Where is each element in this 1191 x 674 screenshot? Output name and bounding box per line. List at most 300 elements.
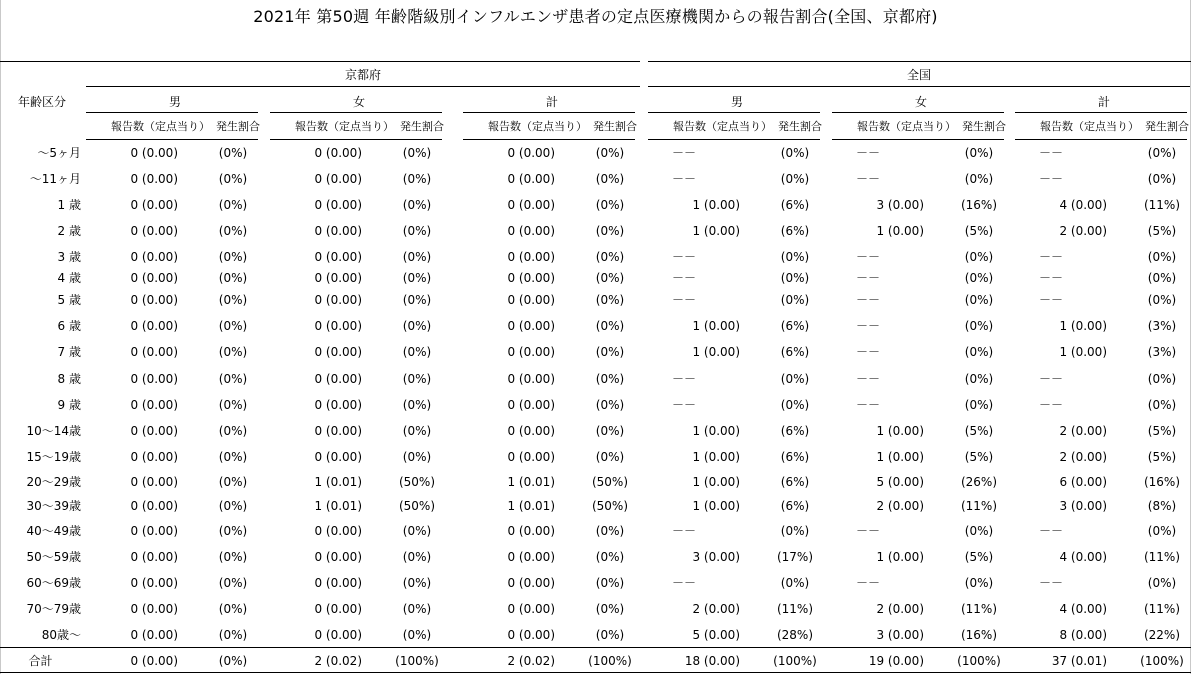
report-count: 0 (0.00) xyxy=(314,524,362,538)
occurrence-rate: (0%) xyxy=(218,271,248,285)
report-count: 0 (0.00) xyxy=(314,198,362,212)
report-count: 0 (0.00) xyxy=(507,172,555,186)
occurrence-rate: (11%) xyxy=(960,602,998,616)
occurrence-rate: (3%) xyxy=(1147,319,1177,333)
occurrence-rate: (0%) xyxy=(402,224,432,238)
occurrence-rate: (0%) xyxy=(780,576,810,590)
occurrence-rate: (0%) xyxy=(780,271,810,285)
sex-header-female: 女 xyxy=(914,95,927,109)
sex-header-female: 女 xyxy=(352,95,365,109)
table-row xyxy=(0,422,1191,440)
report-count: 1 (0.00) xyxy=(692,499,740,513)
occurrence-rate: (0%) xyxy=(402,524,432,538)
occurrence-rate: (0%) xyxy=(218,250,248,264)
occurrence-rate: (16%) xyxy=(1143,475,1181,489)
report-count: －－ xyxy=(1038,398,1063,412)
subheader-rate: 発生割合 xyxy=(1145,120,1189,133)
age-group-label: 5 歳 xyxy=(57,293,81,307)
report-count: 0 (0.00) xyxy=(507,224,555,238)
report-count: 0 (0.00) xyxy=(507,602,555,616)
report-count: －－ xyxy=(1038,271,1063,285)
occurrence-rate: (0%) xyxy=(595,198,625,212)
report-count: 0 (0.00) xyxy=(507,550,555,564)
report-count: －－ xyxy=(671,146,696,160)
report-count: 1 (0.00) xyxy=(692,475,740,489)
age-group-label: 40～49歳 xyxy=(26,524,81,538)
report-count: 4 (0.00) xyxy=(1059,550,1107,564)
sex-underline xyxy=(1015,112,1187,113)
subheader-underline xyxy=(1015,139,1187,140)
subheader-rate: 発生割合 xyxy=(593,120,637,133)
occurrence-rate: (0%) xyxy=(402,550,432,564)
report-count: －－ xyxy=(671,398,696,412)
report-count: 37 (0.01) xyxy=(1051,654,1107,668)
age-group-label: 15～19歳 xyxy=(26,450,81,464)
report-count: 8 (0.00) xyxy=(1059,628,1107,642)
occurrence-rate: (0%) xyxy=(964,172,994,186)
occurrence-rate: (0%) xyxy=(595,224,625,238)
report-count: 1 (0.00) xyxy=(1059,345,1107,359)
age-group-label: 8 歳 xyxy=(57,372,81,386)
report-count: 0 (0.00) xyxy=(130,224,178,238)
occurrence-rate: (5%) xyxy=(964,424,994,438)
occurrence-rate: (3%) xyxy=(1147,345,1177,359)
report-count: －－ xyxy=(1038,576,1063,590)
report-count: 3 (0.00) xyxy=(1059,499,1107,513)
age-group-label: 2 歳 xyxy=(57,224,81,238)
report-count: 0 (0.00) xyxy=(314,345,362,359)
report-count: 1 (0.01) xyxy=(507,475,555,489)
occurrence-rate: (0%) xyxy=(780,172,810,186)
report-count: 0 (0.00) xyxy=(507,628,555,642)
report-count: 0 (0.00) xyxy=(507,424,555,438)
occurrence-rate: (0%) xyxy=(964,345,994,359)
occurrence-rate: (0%) xyxy=(1147,293,1177,307)
report-count: 0 (0.00) xyxy=(314,602,362,616)
subheader-reports: 報告数（定点当り） xyxy=(673,120,772,133)
report-count: 0 (0.00) xyxy=(130,398,178,412)
table-bottom-line xyxy=(0,672,1191,673)
age-group-label: 4 歳 xyxy=(57,271,81,285)
age-group-label: 1 歳 xyxy=(57,198,81,212)
age-group-label: 3 歳 xyxy=(57,250,81,264)
report-count: 0 (0.00) xyxy=(314,293,362,307)
report-count: 0 (0.00) xyxy=(130,499,178,513)
occurrence-rate: (0%) xyxy=(964,372,994,386)
age-group-label: ～11ヶ月 xyxy=(29,172,81,186)
sex-header-male: 男 xyxy=(168,95,181,109)
occurrence-rate: (0%) xyxy=(1147,250,1177,264)
report-count: －－ xyxy=(1038,250,1063,264)
occurrence-rate: (0%) xyxy=(218,424,248,438)
report-count: 0 (0.00) xyxy=(314,146,362,160)
report-count: 3 (0.00) xyxy=(876,198,924,212)
occurrence-rate: (0%) xyxy=(218,654,248,668)
report-count: 0 (0.00) xyxy=(314,271,362,285)
report-count: 0 (0.00) xyxy=(507,372,555,386)
occurrence-rate: (0%) xyxy=(218,293,248,307)
occurrence-rate: (0%) xyxy=(595,345,625,359)
sex-header-total: 計 xyxy=(1097,95,1110,109)
age-group-header: 年齢区分 xyxy=(18,95,67,109)
occurrence-rate: (0%) xyxy=(218,450,248,464)
age-group-label: 80歳～ xyxy=(41,628,81,642)
occurrence-rate: (0%) xyxy=(780,372,810,386)
occurrence-rate: (0%) xyxy=(1147,271,1177,285)
sex-underline xyxy=(648,112,820,113)
report-count: 1 (0.00) xyxy=(692,345,740,359)
occurrence-rate: (0%) xyxy=(1147,146,1177,160)
occurrence-rate: (0%) xyxy=(218,172,248,186)
report-count: 2 (0.00) xyxy=(876,499,924,513)
report-count: 0 (0.00) xyxy=(314,319,362,333)
report-count: 0 (0.00) xyxy=(130,628,178,642)
report-count: －－ xyxy=(1038,172,1063,186)
table-row xyxy=(0,343,1191,361)
occurrence-rate: (0%) xyxy=(964,319,994,333)
report-count: 3 (0.00) xyxy=(876,628,924,642)
subheader-underline xyxy=(270,139,442,140)
report-count: 0 (0.00) xyxy=(314,576,362,590)
report-count: 1 (0.00) xyxy=(1059,319,1107,333)
occurrence-rate: (0%) xyxy=(402,250,432,264)
occurrence-rate: (0%) xyxy=(595,319,625,333)
report-count: 0 (0.00) xyxy=(507,319,555,333)
occurrence-rate: (0%) xyxy=(402,345,432,359)
occurrence-rate: (0%) xyxy=(218,602,248,616)
report-count: 0 (0.00) xyxy=(314,550,362,564)
occurrence-rate: (0%) xyxy=(402,450,432,464)
report-count: －－ xyxy=(855,271,880,285)
subheader-underline xyxy=(648,139,820,140)
occurrence-rate: (0%) xyxy=(595,372,625,386)
report-count: 0 (0.00) xyxy=(314,372,362,386)
occurrence-rate: (0%) xyxy=(595,250,625,264)
page-title: 2021年 第50週 年齢階級別インフルエンザ患者の定点医療機関からの報告割合(全国、京都府) xyxy=(253,7,938,26)
report-count: －－ xyxy=(855,250,880,264)
occurrence-rate: (0%) xyxy=(218,345,248,359)
table-row xyxy=(0,170,1191,188)
report-count: －－ xyxy=(671,524,696,538)
report-count: 0 (0.00) xyxy=(314,398,362,412)
occurrence-rate: (5%) xyxy=(1147,450,1177,464)
occurrence-rate: (0%) xyxy=(595,293,625,307)
age-group-label: 9 歳 xyxy=(57,398,81,412)
occurrence-rate: (6%) xyxy=(780,319,810,333)
occurrence-rate: (5%) xyxy=(964,224,994,238)
occurrence-rate: (6%) xyxy=(780,198,810,212)
occurrence-rate: (0%) xyxy=(218,224,248,238)
report-count: 4 (0.00) xyxy=(1059,602,1107,616)
report-count: 0 (0.00) xyxy=(130,172,178,186)
occurrence-rate: (50%) xyxy=(398,499,436,513)
report-count: 0 (0.00) xyxy=(314,450,362,464)
occurrence-rate: (16%) xyxy=(960,628,998,642)
report-count: 2 (0.00) xyxy=(1059,224,1107,238)
subheader-underline xyxy=(463,139,635,140)
table-row xyxy=(0,396,1191,414)
report-count: 0 (0.00) xyxy=(314,224,362,238)
occurrence-rate: (0%) xyxy=(402,424,432,438)
report-count: 2 (0.00) xyxy=(692,602,740,616)
subheader-reports: 報告数（定点当り） xyxy=(488,120,587,133)
report-count: 1 (0.00) xyxy=(692,450,740,464)
occurrence-rate: (11%) xyxy=(1143,602,1181,616)
occurrence-rate: (17%) xyxy=(776,550,814,564)
subheader-rate: 発生割合 xyxy=(400,120,444,133)
sex-header-total: 計 xyxy=(545,95,558,109)
sex-underline xyxy=(86,112,258,113)
occurrence-rate: (28%) xyxy=(776,628,814,642)
subheader-rate: 発生割合 xyxy=(778,120,822,133)
occurrence-rate: (0%) xyxy=(218,146,248,160)
subheader-reports: 報告数（定点当り） xyxy=(857,120,956,133)
occurrence-rate: (50%) xyxy=(591,499,629,513)
region-header-kyoto: 京都府 xyxy=(344,68,381,82)
report-count: 0 (0.00) xyxy=(130,654,178,668)
occurrence-rate: (0%) xyxy=(402,398,432,412)
sex-header-male: 男 xyxy=(730,95,743,109)
table-row xyxy=(0,269,1191,287)
table-row xyxy=(0,144,1191,162)
occurrence-rate: (6%) xyxy=(780,424,810,438)
occurrence-rate: (0%) xyxy=(1147,372,1177,386)
header-top-line-national xyxy=(648,61,1191,62)
occurrence-rate: (0%) xyxy=(402,319,432,333)
report-count: 5 (0.00) xyxy=(876,475,924,489)
report-count: －－ xyxy=(671,372,696,386)
occurrence-rate: (0%) xyxy=(218,628,248,642)
occurrence-rate: (0%) xyxy=(595,146,625,160)
occurrence-rate: (0%) xyxy=(780,524,810,538)
sex-underline xyxy=(463,112,635,113)
report-count: 6 (0.00) xyxy=(1059,475,1107,489)
occurrence-rate: (0%) xyxy=(964,524,994,538)
report-count: 0 (0.00) xyxy=(507,271,555,285)
occurrence-rate: (0%) xyxy=(964,398,994,412)
table-row xyxy=(0,497,1191,515)
occurrence-rate: (0%) xyxy=(218,198,248,212)
occurrence-rate: (0%) xyxy=(1147,524,1177,538)
report-count: 2 (0.00) xyxy=(1059,450,1107,464)
report-count: 3 (0.00) xyxy=(692,550,740,564)
report-count: 0 (0.00) xyxy=(507,524,555,538)
table-row xyxy=(0,448,1191,466)
table-row xyxy=(0,522,1191,540)
occurrence-rate: (0%) xyxy=(218,550,248,564)
occurrence-rate: (0%) xyxy=(1147,398,1177,412)
occurrence-rate: (0%) xyxy=(218,524,248,538)
report-count: 0 (0.00) xyxy=(130,550,178,564)
occurrence-rate: (0%) xyxy=(964,146,994,160)
occurrence-rate: (0%) xyxy=(595,524,625,538)
age-group-label: 60～69歳 xyxy=(26,576,81,590)
occurrence-rate: (0%) xyxy=(595,398,625,412)
occurrence-rate: (50%) xyxy=(591,475,629,489)
report-count: 0 (0.00) xyxy=(507,146,555,160)
occurrence-rate: (0%) xyxy=(218,319,248,333)
occurrence-rate: (0%) xyxy=(595,628,625,642)
report-count: －－ xyxy=(671,293,696,307)
report-count: －－ xyxy=(671,576,696,590)
occurrence-rate: (6%) xyxy=(780,224,810,238)
subheader-rate: 発生割合 xyxy=(216,120,260,133)
occurrence-rate: (0%) xyxy=(595,450,625,464)
occurrence-rate: (6%) xyxy=(780,450,810,464)
report-count: －－ xyxy=(671,271,696,285)
occurrence-rate: (5%) xyxy=(964,550,994,564)
report-count: 1 (0.00) xyxy=(876,450,924,464)
age-group-label: 20～29歳 xyxy=(26,475,81,489)
report-count: 1 (0.01) xyxy=(507,499,555,513)
occurrence-rate: (0%) xyxy=(780,293,810,307)
occurrence-rate: (16%) xyxy=(960,198,998,212)
occurrence-rate: (100%) xyxy=(588,654,632,668)
occurrence-rate: (0%) xyxy=(780,146,810,160)
report-count: －－ xyxy=(855,345,880,359)
report-count: 0 (0.00) xyxy=(507,450,555,464)
occurrence-rate: (11%) xyxy=(776,602,814,616)
region-header-national: 全国 xyxy=(906,68,931,82)
report-count: 4 (0.00) xyxy=(1059,198,1107,212)
region-underline xyxy=(86,86,640,87)
occurrence-rate: (0%) xyxy=(218,499,248,513)
subheader-reports: 報告数（定点当り） xyxy=(295,120,394,133)
table-row xyxy=(0,196,1191,214)
report-count: 0 (0.00) xyxy=(130,424,178,438)
report-count: 0 (0.00) xyxy=(130,293,178,307)
occurrence-rate: (0%) xyxy=(1147,576,1177,590)
report-count: －－ xyxy=(855,372,880,386)
occurrence-rate: (50%) xyxy=(398,475,436,489)
occurrence-rate: (6%) xyxy=(780,499,810,513)
occurrence-rate: (0%) xyxy=(402,602,432,616)
report-count: －－ xyxy=(855,576,880,590)
occurrence-rate: (0%) xyxy=(595,172,625,186)
occurrence-rate: (100%) xyxy=(957,654,1001,668)
age-group-label: 7 歳 xyxy=(57,345,81,359)
occurrence-rate: (0%) xyxy=(595,602,625,616)
report-count: －－ xyxy=(1038,524,1063,538)
report-count: 0 (0.00) xyxy=(130,345,178,359)
report-count: －－ xyxy=(1038,293,1063,307)
report-count: 0 (0.00) xyxy=(507,345,555,359)
age-group-label: ～5ヶ月 xyxy=(37,146,81,160)
occurrence-rate: (0%) xyxy=(595,271,625,285)
occurrence-rate: (0%) xyxy=(218,372,248,386)
occurrence-rate: (0%) xyxy=(595,424,625,438)
report-count: 0 (0.00) xyxy=(130,602,178,616)
report-count: －－ xyxy=(671,250,696,264)
report-count: 0 (0.00) xyxy=(314,424,362,438)
report-count: 0 (0.00) xyxy=(130,450,178,464)
report-count: 0 (0.00) xyxy=(507,576,555,590)
report-count: 0 (0.00) xyxy=(314,250,362,264)
occurrence-rate: (5%) xyxy=(1147,224,1177,238)
report-count: －－ xyxy=(1038,146,1063,160)
report-count: 0 (0.00) xyxy=(130,475,178,489)
age-group-label: 70～79歳 xyxy=(26,602,81,616)
report-count: 0 (0.00) xyxy=(130,250,178,264)
occurrence-rate: (0%) xyxy=(964,250,994,264)
report-count: 0 (0.00) xyxy=(130,524,178,538)
sex-underline xyxy=(832,112,1004,113)
report-count: 1 (0.00) xyxy=(876,224,924,238)
report-count: 2 (0.02) xyxy=(314,654,362,668)
table-row xyxy=(0,548,1191,566)
occurrence-rate: (100%) xyxy=(395,654,439,668)
occurrence-rate: (22%) xyxy=(1143,628,1181,642)
occurrence-rate: (0%) xyxy=(218,398,248,412)
table-row xyxy=(0,574,1191,592)
age-group-label: 10～14歳 xyxy=(26,424,81,438)
report-count: 0 (0.00) xyxy=(130,319,178,333)
total-row xyxy=(0,652,1191,670)
occurrence-rate: (0%) xyxy=(402,146,432,160)
occurrence-rate: (100%) xyxy=(773,654,817,668)
report-count: －－ xyxy=(855,319,880,333)
report-count: 0 (0.00) xyxy=(507,293,555,307)
table-row xyxy=(0,626,1191,644)
occurrence-rate: (11%) xyxy=(960,499,998,513)
occurrence-rate: (8%) xyxy=(1147,499,1177,513)
report-count: 1 (0.00) xyxy=(692,224,740,238)
table-row xyxy=(0,222,1191,240)
occurrence-rate: (0%) xyxy=(218,576,248,590)
occurrence-rate: (5%) xyxy=(1147,424,1177,438)
report-count: －－ xyxy=(671,172,696,186)
report-count: 2 (0.00) xyxy=(876,602,924,616)
occurrence-rate: (0%) xyxy=(780,398,810,412)
report-count: 0 (0.00) xyxy=(507,250,555,264)
report-count: －－ xyxy=(1038,372,1063,386)
report-count: 0 (0.00) xyxy=(130,271,178,285)
report-count: 0 (0.00) xyxy=(130,198,178,212)
occurrence-rate: (0%) xyxy=(964,576,994,590)
subheader-underline xyxy=(832,139,1004,140)
report-count: －－ xyxy=(855,293,880,307)
occurrence-rate: (6%) xyxy=(780,345,810,359)
occurrence-rate: (0%) xyxy=(595,550,625,564)
report-count: 5 (0.00) xyxy=(692,628,740,642)
report-count: －－ xyxy=(855,398,880,412)
subheader-reports: 報告数（定点当り） xyxy=(111,120,210,133)
occurrence-rate: (6%) xyxy=(780,475,810,489)
report-count: 0 (0.00) xyxy=(130,146,178,160)
report-count: 1 (0.00) xyxy=(876,550,924,564)
table-row xyxy=(0,600,1191,618)
report-count: 19 (0.00) xyxy=(868,654,924,668)
occurrence-rate: (0%) xyxy=(402,172,432,186)
occurrence-rate: (0%) xyxy=(218,475,248,489)
report-count: 0 (0.00) xyxy=(507,198,555,212)
table-row xyxy=(0,317,1191,335)
occurrence-rate: (26%) xyxy=(960,475,998,489)
report-count: 1 (0.00) xyxy=(692,424,740,438)
report-count: 0 (0.00) xyxy=(314,628,362,642)
age-group-label: 50～59歳 xyxy=(26,550,81,564)
table-row xyxy=(0,248,1191,266)
occurrence-rate: (0%) xyxy=(595,576,625,590)
subheader-rate: 発生割合 xyxy=(962,120,1006,133)
report-count: 18 (0.00) xyxy=(684,654,740,668)
report-count: 0 (0.00) xyxy=(507,398,555,412)
report-count: 2 (0.00) xyxy=(1059,424,1107,438)
region-underline xyxy=(648,86,1190,87)
report-count: －－ xyxy=(855,524,880,538)
occurrence-rate: (0%) xyxy=(402,198,432,212)
occurrence-rate: (0%) xyxy=(402,372,432,386)
